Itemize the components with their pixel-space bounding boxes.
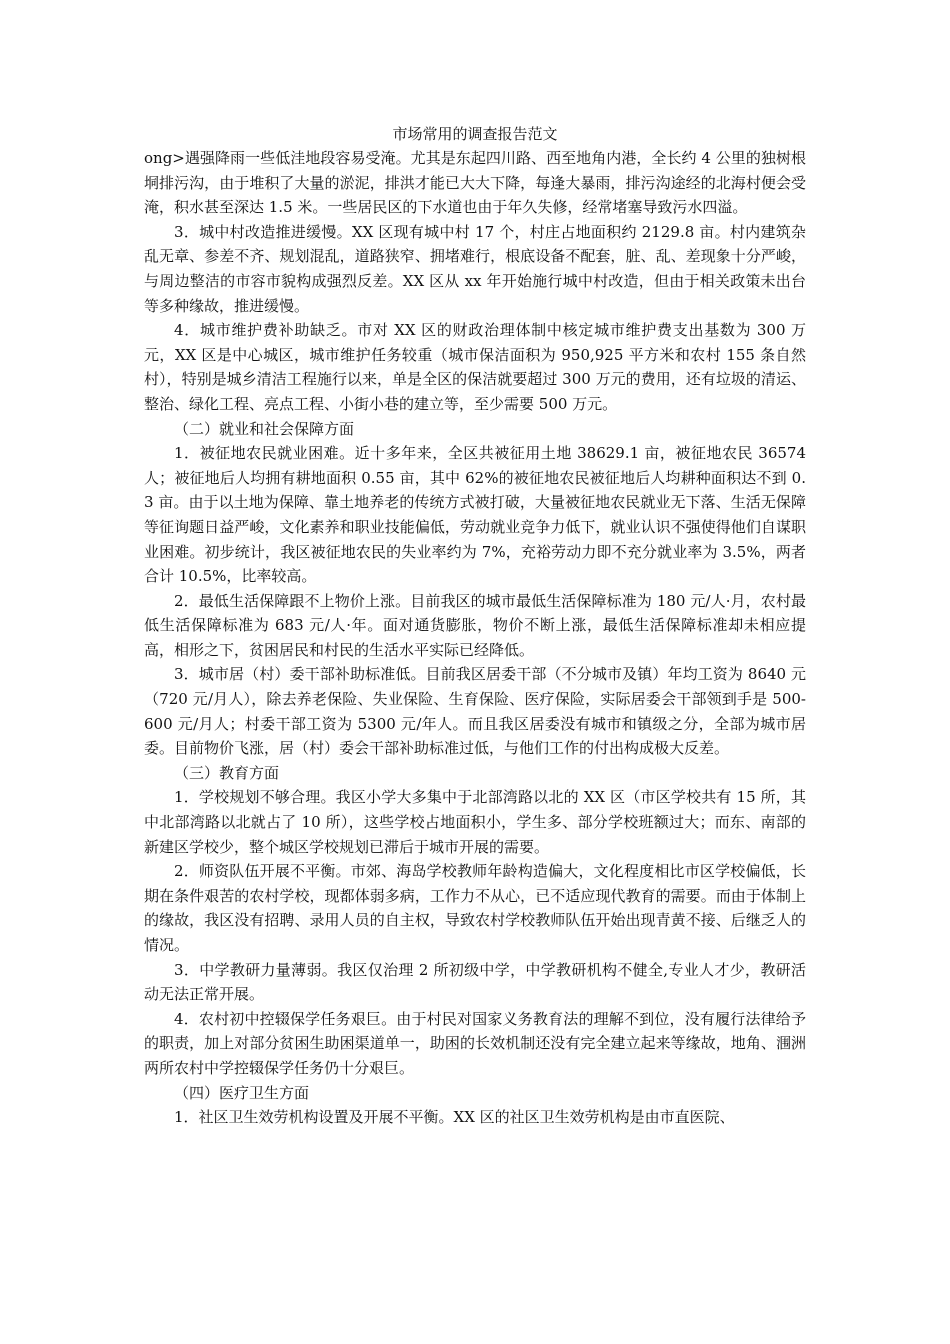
paragraph-dropout-control: 4．农村初中控辍保学任务艰巨。由于村民对国家义务教育法的理解不到位，没有履行法律给予的职责，加上对部分贫困生助困渠道单一，助困的长效机制还没有完全建立起来等缘故，地角、涠洲两所农村中学控辍保学任务仍十分艰巨。 xyxy=(144,1009,806,1077)
section-heading-education: （三）教育方面 xyxy=(174,763,280,782)
document-page xyxy=(144,122,806,1130)
paragraph-urban-village: 3．城中村改造推进缓慢。XX 区现有城中村 17 个，村庄占地面积约 2129.8 亩。村内建筑杂乱无章、参差不齐、规划混乱，道路狭窄、拥堵难行，根底设备不配套，脏、乱、差现象十分严峻，与周边整洁的市容市貌构成强烈反差。XX 区从 xx 年开始施行城中村改造，但由于相关政策未出台等多种缘故，推进缓慢。 xyxy=(144,222,806,315)
section-heading-employment: （二）就业和社会保障方面 xyxy=(174,419,355,438)
paragraph-community-health: 1．社区卫生效劳机构设置及开展不平衡。XX 区的社区卫生效劳机构是由市直医院、 xyxy=(174,1108,735,1127)
document-title: 市场常用的调查报告范文 xyxy=(392,125,558,143)
paragraph-maintenance-fund: 4．城市维护费补助缺乏。市对 XX 区的财政治理体制中核定城市维护费支出基数为 300 万元，XX 区是中心城区，城市维护任务较重（城市保洁面积为 950,925 平方米和农村 155 条自然村），特别是城乡清洁工程施行以来，单是全区的保洁就要超过 300 万元的费用，还有垃圾的清运、整治、绿化工程、亮点工程、小街小巷的建立等，至少需要 500 万元。 xyxy=(144,321,806,413)
paragraph-landless-farmers: 1．被征地农民就业困难。近十多年来，全区共被征用土地 38629.1 亩，被征地农民 36574 人；被征地后人均拥有耕地面积 0.55 亩，其中 62%的被征地农民被征地后人均耕种面积达不到 0.3 亩。由于以土地为保障、靠土地养老的传统方式被打破，大量被征地农民就业无下落、生活无保障等征询题日益严峻，文化素养和职业技能偏低，劳动就业竞争力低下，就业认识不强使得他们自谋职业困难。初步统计，我区被征地农民的失业率约为 7%，充裕劳动力即不充分就业率为 3.5%，两者合计 10.5%，比率较高。 xyxy=(144,444,806,586)
paragraph-school-planning: 1．学校规划不够合理。我区小学大多集中于北部湾路以北的 XX 区（市区学校共有 15 所，其中北部湾路以北就占了 10 所），这些学校占地面积小，学生多、部分学校班额过大；而东、南部的新建区学校少，整个城区学校规划已滞后于城市开展的需要。 xyxy=(144,788,806,856)
paragraph-continuation: ong>遇强降雨一些低洼地段容易受淹。尤其是东起四川路、西至地角内港，全长约 4 公里的独树根垌排污沟，由于堆积了大量的淤泥，排洪才能已大大下降，每逢大暴雨，排污沟途经的北海村便会受淹，积水甚至深达 1.5 米。一些居民区的下水道也由于年久失修，经常堵塞导致污水四溢。 xyxy=(144,149,806,217)
paragraph-minimum-living: 2．最低生活保障跟不上物价上涨。目前我区的城市最低生活保障标准为 180 元/人·月，农村最低生活保障标准为 683 元/人·年。面对通货膨胀，物价不断上涨，最低生活保障标准却未相应提高，相形之下，贫困居民和村民的生活水平实际已经降低。 xyxy=(144,591,806,659)
paragraph-teachers: 2．师资队伍开展不平衡。市郊、海岛学校教师年龄构造偏大，文化程度相比市区学校偏低，长期在条件艰苦的农村学校，现都体弱多病，工作力不从心，已不适应现代教育的需要。而由于体制上的缘故，我区没有招聘、录用人员的自主权，导致农村学校教师队伍开始出现青黄不接、后继乏人的情况。 xyxy=(144,862,806,954)
paragraph-teaching-research: 3．中学教研力量薄弱。我区仅治理 2 所初级中学，中学教研机构不健全,专业人才少，教研活动无法正常开展。 xyxy=(144,960,806,1004)
paragraph-cadre-subsidy: 3．城市居（村）委干部补助标准低。目前我区居委干部（不分城市及镇）年均工资为 8640 元（720 元/月人），除去养老保险、失业保险、生育保险、医疗保险，实际居委会干部领到手是 500-600 元/月人；村委干部工资为 5300 元/年人。而且我区居委没有城市和镇级之分，全部为城市居委。目前物价飞涨，居（村）委会干部补助标准过低，与他们工作的付出构成极大反差。 xyxy=(144,665,806,758)
section-heading-healthcare: （四）医疗卫生方面 xyxy=(174,1083,310,1102)
